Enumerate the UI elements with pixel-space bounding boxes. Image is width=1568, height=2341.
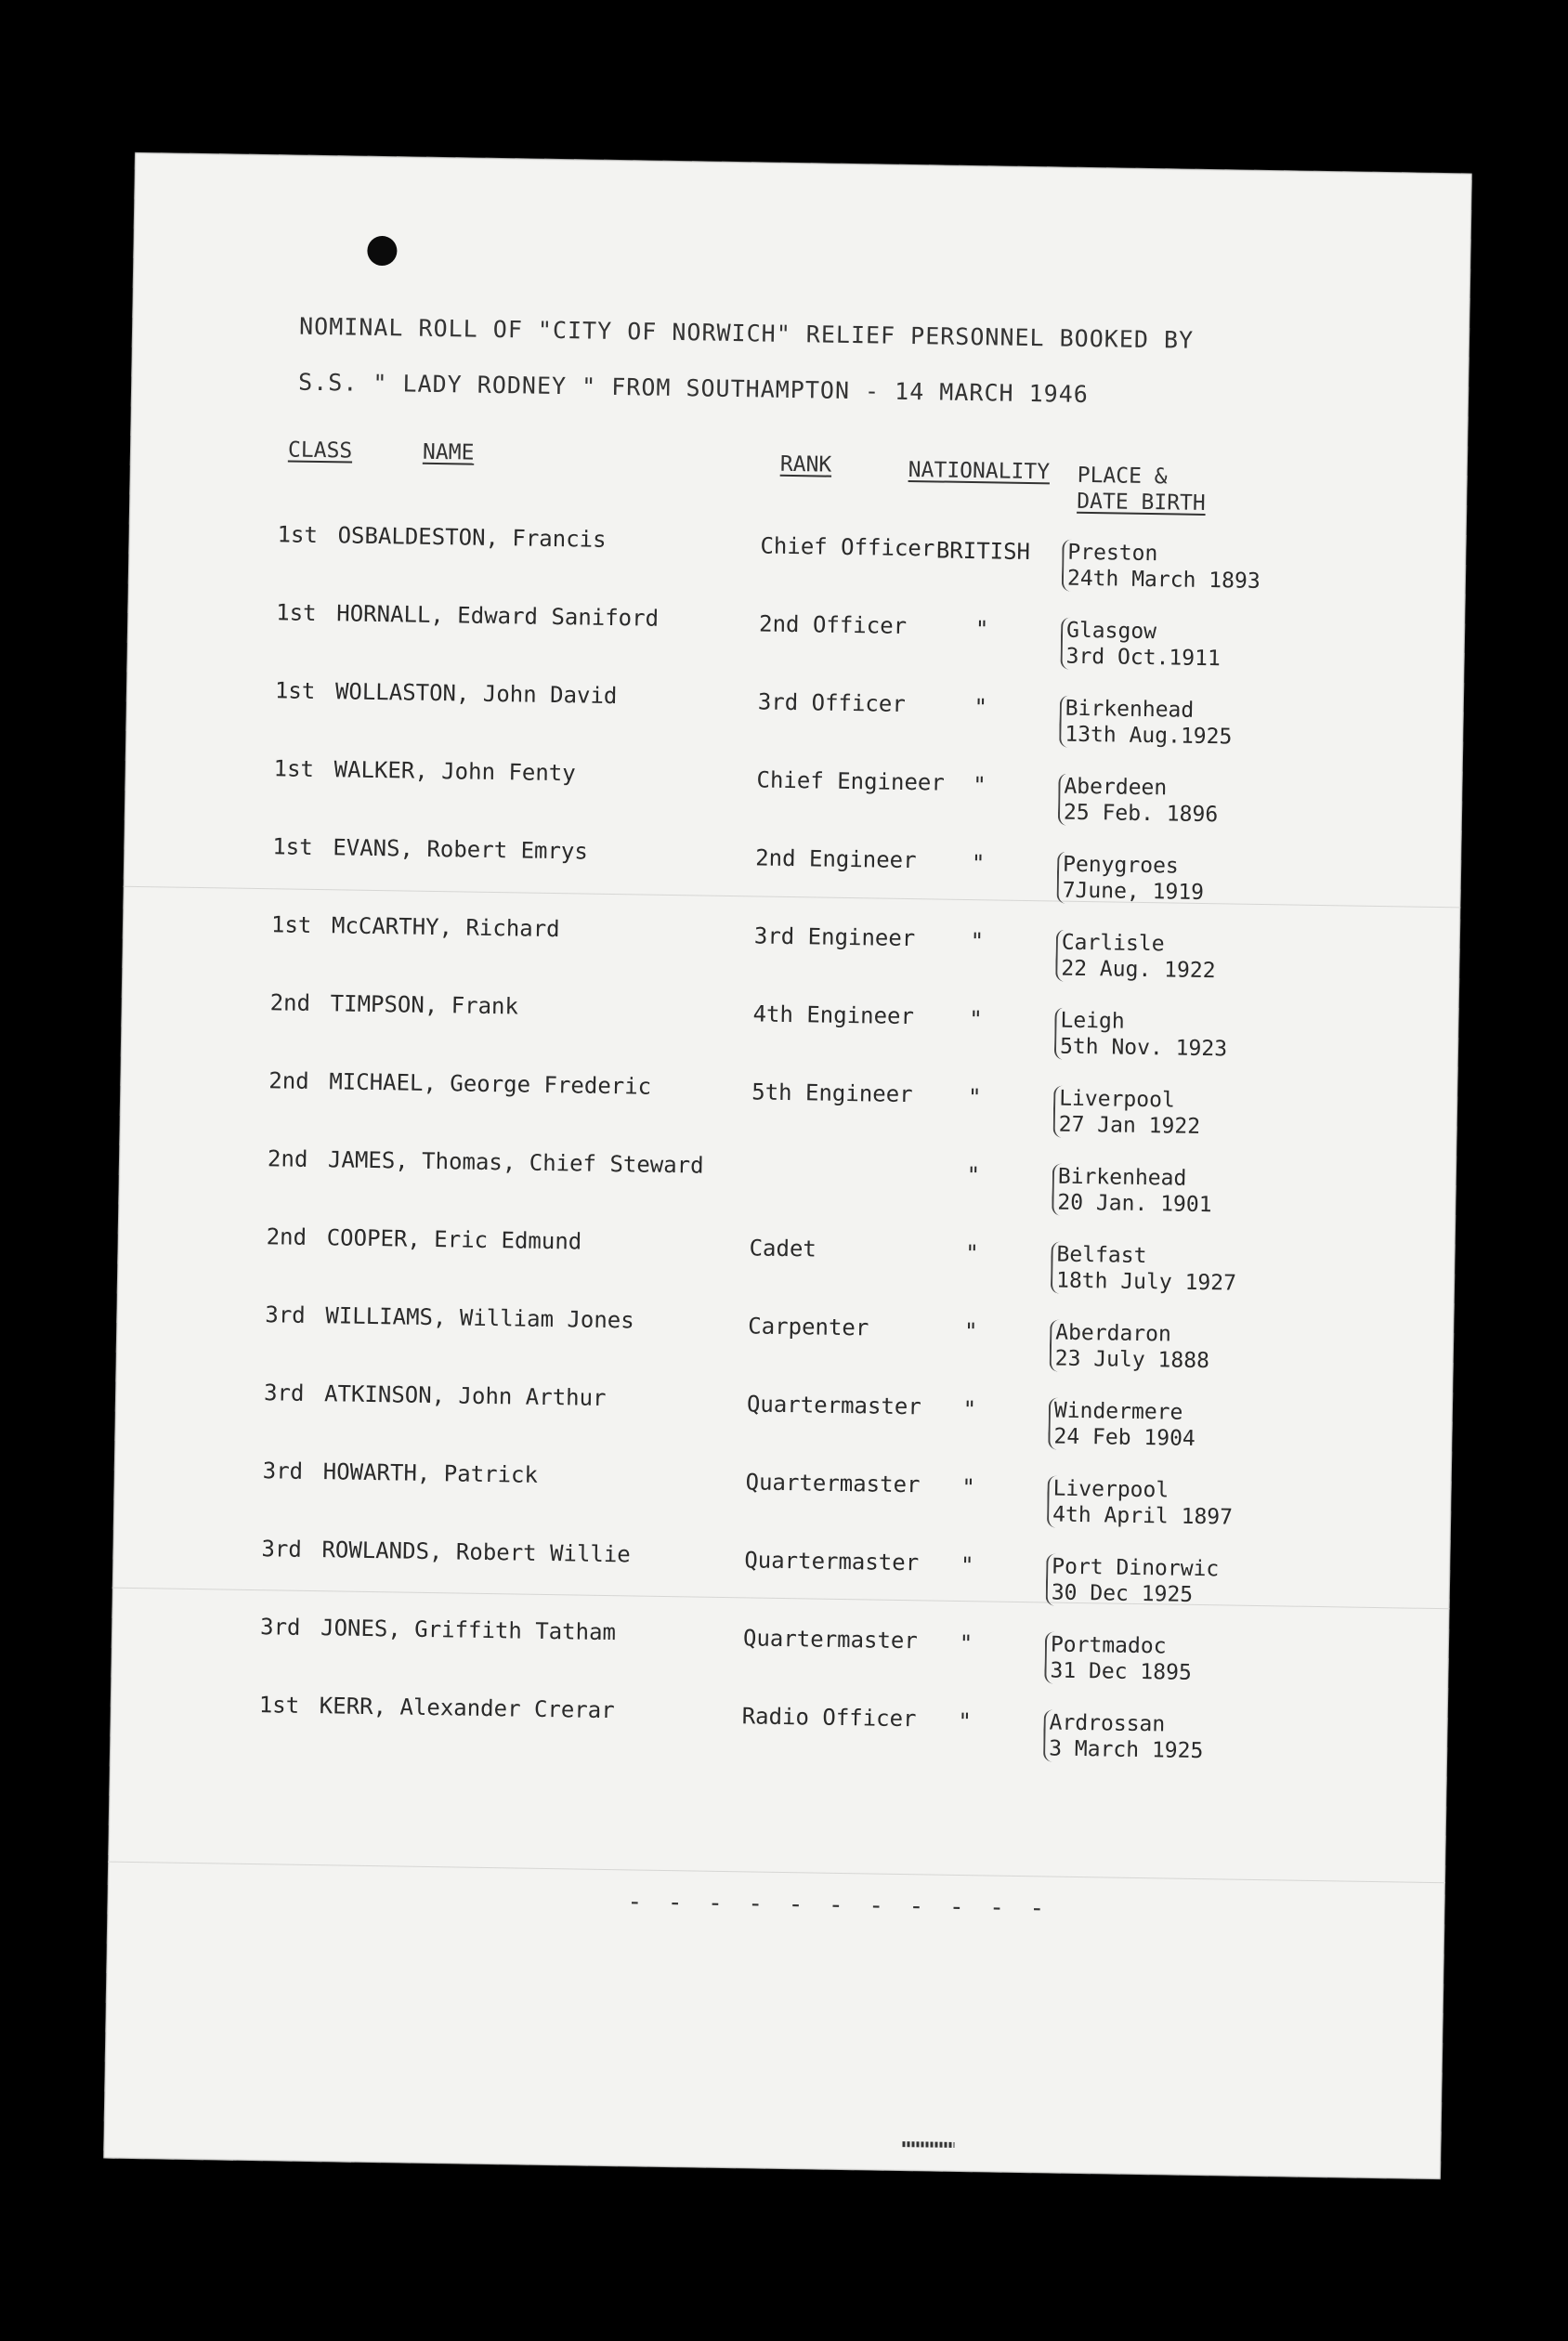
crew-class: 1st bbox=[273, 755, 315, 782]
crew-nationality: " bbox=[969, 1006, 983, 1033]
birth-date: 27 Jan 1922 bbox=[1058, 1112, 1201, 1139]
crew-birth bbox=[1058, 774, 1219, 829]
birth-place: Liverpool bbox=[1058, 1086, 1175, 1113]
birth-date: 18th July 1927 bbox=[1055, 1268, 1237, 1296]
crew-birth bbox=[1050, 1319, 1210, 1374]
crew-nationality: " bbox=[960, 1551, 974, 1579]
crew-name: TIMPSON, Frank bbox=[330, 990, 519, 1020]
birth-place: Windermere bbox=[1053, 1398, 1183, 1425]
birth-place: Glasgow bbox=[1065, 618, 1157, 645]
crew-birth bbox=[1056, 852, 1204, 906]
crew-birth bbox=[1047, 1475, 1234, 1530]
birth-date: 23 July 1888 bbox=[1054, 1346, 1210, 1374]
crew-class: 2nd bbox=[266, 1223, 307, 1250]
birth-place: Penygroes bbox=[1062, 852, 1179, 879]
birth-date: 20 Jan. 1901 bbox=[1057, 1190, 1212, 1218]
crew-nationality: " bbox=[961, 1473, 976, 1501]
birth-place: Aberdeen bbox=[1064, 774, 1168, 801]
crew-birth bbox=[1046, 1553, 1220, 1608]
crew-name: ROWLANDS, Robert Willie bbox=[321, 1537, 631, 1568]
crew-rank: 3rd Officer bbox=[757, 688, 906, 717]
crew-nationality: " bbox=[959, 1629, 973, 1657]
crew-rank: Chief Officer bbox=[760, 532, 935, 562]
crew-class: 3rd bbox=[259, 1614, 301, 1641]
crew-rank: 3rd Engineer bbox=[753, 922, 916, 952]
crew-name: HORNALL, Edward Saniford bbox=[336, 600, 660, 632]
crew-rank: Chief Engineer bbox=[756, 766, 946, 796]
crew-birth bbox=[1055, 930, 1216, 985]
crew-rank: 2nd Engineer bbox=[754, 844, 917, 874]
birth-date: 22 Aug. 1922 bbox=[1061, 956, 1216, 984]
crew-name: ATKINSON, John Arthur bbox=[323, 1380, 607, 1411]
heading-line-1: NOMINAL ROLL OF "CITY OF NORWICH" RELIEF PERSONNEL BOOKED BY bbox=[298, 312, 1195, 354]
crew-rank: Quartermaster bbox=[745, 1469, 921, 1498]
crew-name: COOPER, Eric Edmund bbox=[326, 1224, 582, 1255]
crew-birth bbox=[1044, 1631, 1192, 1685]
birth-date: 25 Feb. 1896 bbox=[1063, 800, 1219, 828]
crew-birth bbox=[1054, 1007, 1228, 1062]
crew-birth bbox=[1053, 1085, 1201, 1139]
column-header-name: NAME bbox=[422, 439, 475, 465]
birth-place: Liverpool bbox=[1052, 1476, 1169, 1503]
crew-birth bbox=[1051, 1241, 1237, 1296]
birth-date: 24th March 1893 bbox=[1066, 566, 1261, 594]
crew-birth bbox=[1043, 1709, 1204, 1764]
heading-line-2: S.S. " LADY RODNEY " FROM SOUTHAMPTON - 14 MARCH 1946 bbox=[297, 368, 1090, 408]
crew-class: 1st bbox=[277, 521, 319, 548]
birth-place: Leigh bbox=[1060, 1008, 1125, 1034]
column-header-rank: RANK bbox=[779, 451, 832, 477]
crew-rank: 4th Engineer bbox=[752, 1000, 915, 1030]
birth-place: Birkenhead bbox=[1057, 1164, 1187, 1191]
crew-class: 2nd bbox=[268, 1067, 309, 1094]
crew-class: 1st bbox=[258, 1692, 300, 1719]
crew-class: 3rd bbox=[263, 1380, 305, 1406]
crew-name: JONES, Griffith Tatham bbox=[320, 1615, 617, 1646]
column-header-nationality: NATIONALITY bbox=[908, 457, 1051, 485]
crew-list bbox=[110, 519, 1467, 1788]
birth-place: Portmadoc bbox=[1050, 1632, 1167, 1659]
crew-name: WOLLASTON, John David bbox=[334, 678, 618, 710]
birth-place: Carlisle bbox=[1061, 930, 1165, 957]
birth-date: 5th Nov. 1923 bbox=[1059, 1034, 1228, 1062]
birth-date: 31 Dec 1895 bbox=[1050, 1658, 1193, 1685]
crew-class: 3rd bbox=[265, 1301, 306, 1328]
birth-date: 3 March 1925 bbox=[1048, 1736, 1204, 1764]
birth-date: 7June, 1919 bbox=[1062, 878, 1205, 905]
crew-birth bbox=[1060, 618, 1221, 673]
crew-nationality: " bbox=[970, 928, 985, 955]
crew-name: McCARTHY, Richard bbox=[331, 912, 560, 943]
birth-place: Port Dinorwic bbox=[1052, 1554, 1220, 1582]
crew-birth bbox=[1062, 540, 1261, 595]
birth-date: 13th Aug.1925 bbox=[1065, 722, 1233, 750]
crew-name: MICHAEL, George Frederic bbox=[329, 1068, 652, 1100]
crew-nationality: " bbox=[966, 1162, 981, 1189]
crew-class: 3rd bbox=[262, 1458, 304, 1484]
crew-name: JAMES, Thomas, Chief Steward bbox=[327, 1146, 704, 1179]
crew-rank: Quartermaster bbox=[746, 1391, 922, 1420]
crew-rank: Radio Officer bbox=[741, 1703, 917, 1733]
birth-date: 24 Feb 1904 bbox=[1053, 1424, 1196, 1451]
crew-class: 2nd bbox=[267, 1145, 308, 1172]
crew-nationality: " bbox=[967, 1084, 982, 1111]
birth-date: 30 Dec 1925 bbox=[1051, 1580, 1194, 1607]
crew-nationality: " bbox=[971, 850, 986, 877]
crew-class: 1st bbox=[270, 911, 312, 938]
crew-class: 1st bbox=[274, 677, 316, 704]
crew-rank: Cadet bbox=[749, 1235, 817, 1262]
crew-class: 2nd bbox=[269, 989, 311, 1016]
crew-nationality: BRITISH bbox=[935, 537, 1031, 566]
birth-place: Preston bbox=[1067, 540, 1158, 567]
crew-birth bbox=[1059, 696, 1233, 751]
crew-rank: 2nd Officer bbox=[758, 610, 908, 639]
column-header-birth-line1: PLACE & bbox=[1077, 463, 1168, 490]
crew-name: HOWARTH, Patrick bbox=[322, 1458, 539, 1488]
document-page bbox=[103, 152, 1472, 2179]
crew-rank: Quartermaster bbox=[742, 1625, 919, 1654]
column-header-birth bbox=[1077, 463, 1206, 517]
crew-rank: 5th Engineer bbox=[751, 1079, 913, 1108]
crew-nationality: " bbox=[973, 772, 987, 799]
closing-dashes: - - - - - - - - - - - bbox=[627, 1888, 1051, 1923]
crew-nationality: " bbox=[958, 1707, 973, 1735]
crew-birth bbox=[1052, 1163, 1212, 1218]
crew-class: 3rd bbox=[261, 1536, 303, 1563]
birth-place: Ardrossan bbox=[1049, 1710, 1166, 1737]
column-header-birth-line2: DATE BIRTH bbox=[1077, 489, 1206, 516]
crew-class: 1st bbox=[276, 599, 317, 626]
crew-rank: Carpenter bbox=[748, 1313, 869, 1341]
crew-name: WILLIAMS, William Jones bbox=[325, 1302, 634, 1334]
crew-nationality: " bbox=[974, 616, 989, 643]
column-header-class: CLASS bbox=[287, 438, 353, 464]
crew-name: OSBALDESTON, Francis bbox=[337, 522, 607, 553]
crew-name: EVANS, Robert Emrys bbox=[333, 834, 589, 865]
crew-nationality: " bbox=[973, 694, 988, 721]
crew-birth bbox=[1048, 1397, 1196, 1451]
crew-nationality: " bbox=[962, 1395, 977, 1423]
birth-place: Aberdaron bbox=[1055, 1320, 1172, 1347]
crew-rank: Quartermaster bbox=[744, 1547, 920, 1576]
birth-date: 3rd Oct.1911 bbox=[1065, 644, 1222, 672]
scan-mark bbox=[902, 2141, 954, 2148]
birth-date: 4th April 1897 bbox=[1052, 1502, 1234, 1530]
birth-place: Birkenhead bbox=[1065, 696, 1195, 723]
birth-place: Belfast bbox=[1056, 1242, 1147, 1269]
crew-name: KERR, Alexander Crerar bbox=[319, 1693, 615, 1724]
crew-nationality: " bbox=[963, 1318, 978, 1345]
crew-nationality: " bbox=[965, 1240, 979, 1267]
crew-name: WALKER, John Fenty bbox=[333, 756, 576, 787]
crew-class: 1st bbox=[272, 833, 313, 860]
punch-hole bbox=[367, 236, 397, 266]
fold-line bbox=[108, 1862, 1445, 1884]
